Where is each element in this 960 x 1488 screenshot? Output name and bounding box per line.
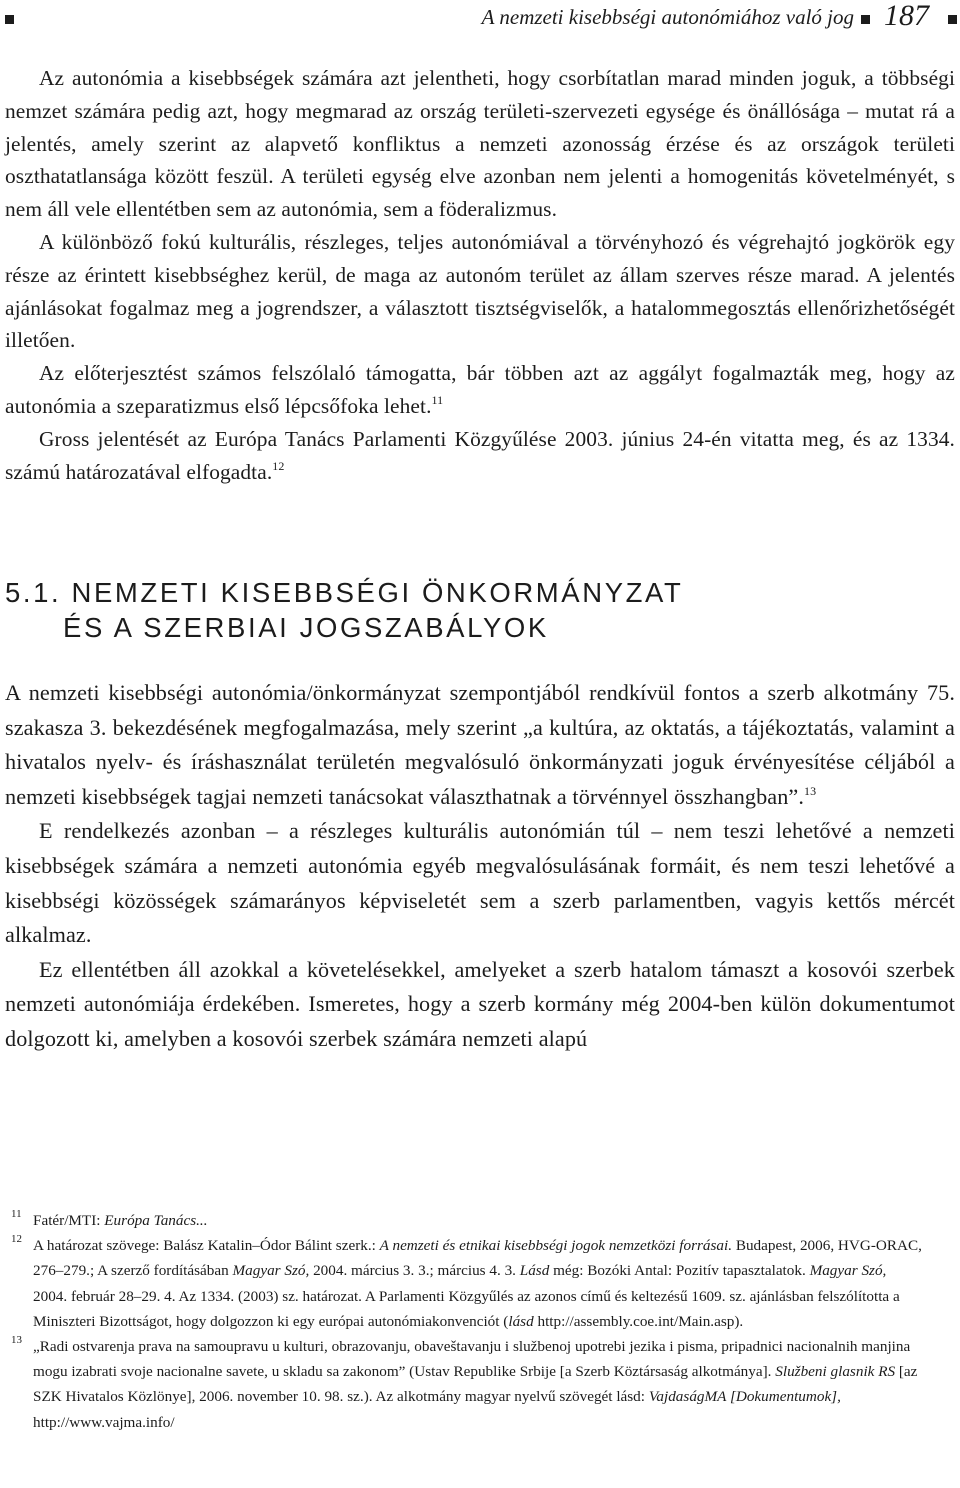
footnote-12: 12 A határozat szövege: Balász Katalin–Ódor Bálint szerk.: A nemzeti és etnikai kisebbségi jogok nemzetközi forrásai. Budapest, 2006, HVG-ORAC, 276–279.; A szerző fordításában Magyar Szó, 2004. március 3. 3.; március 4. 3. Lásd még: Bozóki Antal: Pozitív tapasztalatok. Magyar Szó, 2004. február 28–29. 4. Az 1334. (2003) sz. határozat. A Parlamenti Közgyűlés az azonos című és keltezésű 1609. sz. ajánlásban felszólította a Miniszteri Bizottságot, hogy dolgozzon ki egy európai autonómiakonvenciót (lásd http://assembly.coe.int/Main.asp). xyxy=(0,1233,960,1334)
paragraph: A nemzeti kisebbségi autonómia/önkormányzat szempontjából rendkívül fontos a szerb alkotmány 75. szakasza 3. bekezdésének megfogalmazása, mely szerint „a kultúra, az oktatás, a tájékoztatás, valamint a hivatalos nyelv- és íráshasználat területén megvalósuló önkormányzati joguk érvényesítése céljából a nemzeti kisebbségek tagjai nemzeti tanácsokat választhatnak a törvénnyel összhangban”.$^{13}$ xyxy=(5,680,955,809)
paragraph: Az előterjesztést számos felszólaló támogatta, bár többen azt az aggályt fogalmazták meg, hogy az autonómia a szeparatizmus első lépcsőfoka lehet.$^{11}$ xyxy=(5,361,955,418)
footnote-13: 13 „Radi ostvarenja prava na samoupravu u kulturi, obrazovanju, obaveštavanju i službenoj upotrebi jezika i pisma, pripadnici nacionalnih manjina mogu izabrati svoje nacionalne savete, u skladu sa zakonom” (Ustav Republike Srbije [a Szerb Köztársaság alkotmánya]. Službeni glasnik RS [az SZK Hivatalos Közlönye], 2006. november 10. 98. sz.). Az alkotmány magyar nyelvű szövegét lásd: VajdaságMA [Dokumentumok], http://www.vajma.info/ xyxy=(0,1334,960,1435)
body-text-bottom xyxy=(5,676,955,1057)
paragraph: Ez ellentétben áll azokkal a követelésekkel, amelyeket a szerb hatalom támaszt a kosovói szerbek nemzeti autonómiája érdekében. Ismeretes, hogy a szerb kormány még 2004-ben külön dokumentumot dolgozott ki, amelyben a kosovói szerbek számára nemzeti alapú xyxy=(5,956,955,1051)
paragraph: A különböző fokú kulturális, részleges, teljes autonómiával a törvényhozó és végrehajtó jogkörök egy része az érintett kisebbséghez kerül, de maga az autonóm terület az állam szerves része marad. A jelentés ajánlásokat fogalmaz meg a jogrendszer, a választott tisztségviselők, a hatalommegosztás ellenőrizhetőségét illetően. xyxy=(5,229,955,353)
header-square-mid-icon xyxy=(861,15,870,24)
body-text-top xyxy=(5,62,955,488)
header-square-left-icon xyxy=(5,15,14,24)
running-title: A nemzeti kisebbségi autonómiához való jog xyxy=(481,5,854,29)
paragraph: Gross jelentését az Európa Tanács Parlamenti Közgyűlése 2003. június 24-én vitatta meg, és az 1334. számú határozatával elfogadta.$^{12}$ xyxy=(5,426,955,484)
link-assembly[interactable]: http://assembly.coe.int/Main.asp). xyxy=(533,1312,744,1330)
footnote-11: 11 Fatér/MTI: Európa Tanács... xyxy=(0,1208,960,1233)
footnote-number: 12 xyxy=(11,1233,22,1246)
footnotes xyxy=(0,1208,960,1435)
section-heading xyxy=(5,575,955,645)
footnote-ref[interactable]: 12 xyxy=(272,458,285,473)
header-square-right-icon xyxy=(948,15,957,24)
page-number: 187 xyxy=(884,0,929,32)
footnote-number: 13 xyxy=(11,1334,22,1347)
footnote-ref[interactable]: 13 xyxy=(804,783,817,798)
paragraph: Az autonómia a kisebbségek számára azt jelentheti, hogy csorbítatlan marad minden joguk, a többségi nemzet számára pedig azt, hogy megmarad az ország területi-szervezeti egysége és önállósága – mutat rá a jelentés, amely szerint az alapvető konfliktus a nemzeti azonosság érzése és az országok területi oszthatatlansága között feszül. A területi egység elve azonban nem jelenti a homogenitás követelményét, s nem áll vele ellentétben sem az autonómia, sem a föderalizmus. xyxy=(5,66,955,222)
footnote-number: 11 xyxy=(11,1208,22,1220)
running-header xyxy=(0,0,960,40)
section-heading-line2: ÉS A SZERBIAI JOGSZABÁLYOK xyxy=(63,612,549,643)
paragraph: E rendelkezés azonban – a részleges kulturális autonómián túl – nem teszi lehetővé a nemzeti kisebbségek számára a nemzeti autonómia egyéb megvalósulásának formáit, és nem teszi lehetővé a kisebbségi közösségek számarányos képviseletét sem a szerb parlamentben, vagyis kettős mércét alkalmaz. xyxy=(5,818,955,948)
section-heading-line1: 5.1. NEMZETI KISEBBSÉGI ÖNKORMÁNYZAT xyxy=(5,577,684,608)
footnote-ref[interactable]: 11 xyxy=(431,392,444,407)
link-vajma[interactable]: http://www.vajma.info/ xyxy=(33,1413,175,1431)
